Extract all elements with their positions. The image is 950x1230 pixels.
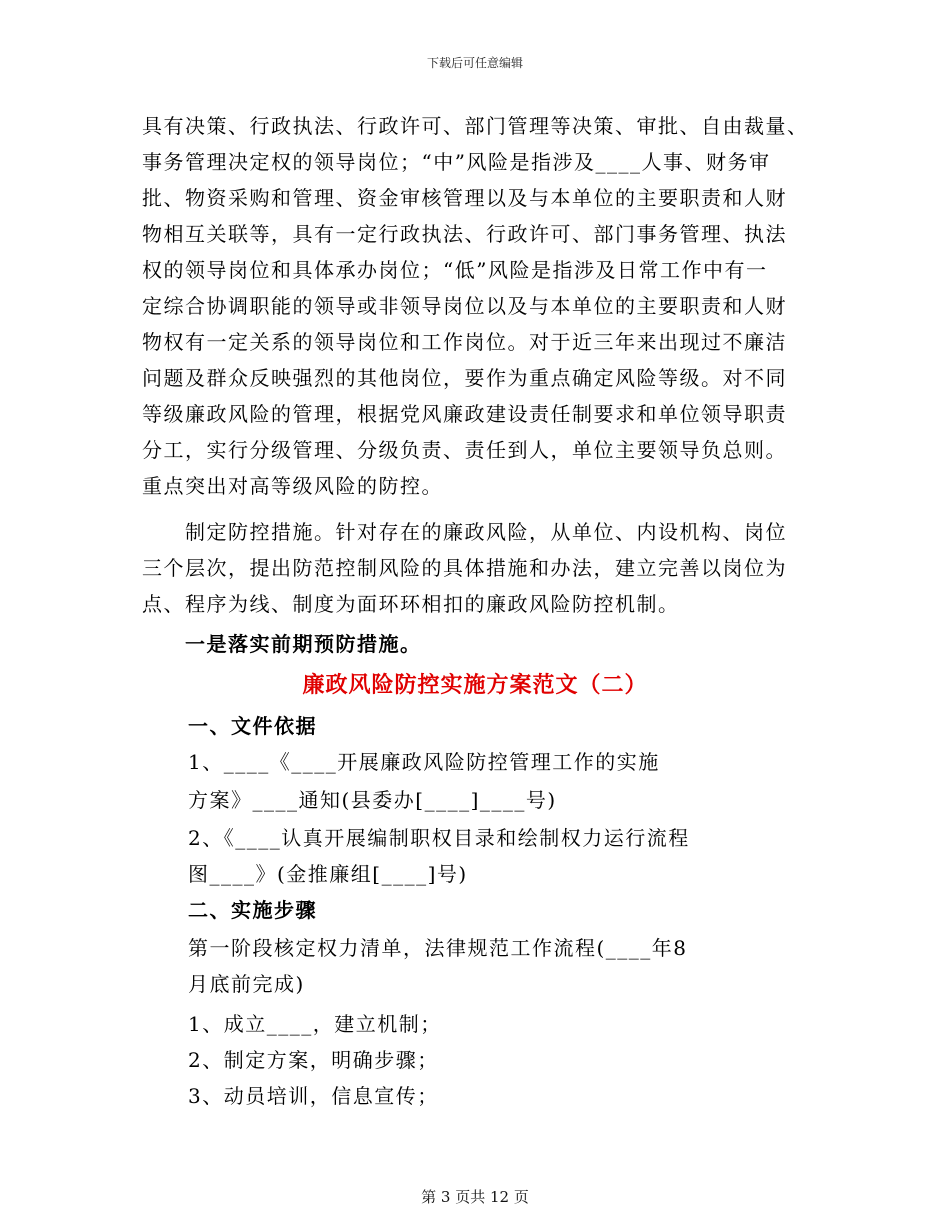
body-line: 等级廉政风险的管理，根据党风廉政建设责任制要求和单位领导职责 bbox=[142, 402, 787, 426]
body-line: 三个层次，提出防范控制风险的具体措施和办法，建立完善以岗位为 bbox=[142, 556, 787, 580]
body-line: 重点突出对高等级风险的防控。 bbox=[142, 474, 443, 498]
list-item: 方案》____通知(县委办[____]____号) bbox=[188, 788, 557, 812]
body-line: 具有决策、行政执法、行政许可、部门管理等决策、审批、自由裁量、 bbox=[142, 114, 809, 138]
body-line: 制定防控措施。针对存在的廉政风险，从单位、内设机构、岗位 bbox=[142, 520, 787, 544]
body-line: 事务管理决定权的领导岗位；“中”风险是指涉及____人事、财务审 bbox=[142, 150, 771, 174]
list-item: 2、制定方案，明确步骤； bbox=[188, 1048, 439, 1072]
page-header: 下载后可任意编辑 bbox=[426, 56, 523, 70]
list-item: 3、动员培训，信息宣传； bbox=[188, 1084, 439, 1108]
list-item: 2、《____认真开展编制职权目录和绘制权力运行流程 bbox=[188, 826, 690, 850]
body-line: 分工，实行分级管理、分级负责、责任到人，单位主要领导负总则。 bbox=[142, 438, 787, 462]
body-line-emphasis: 一是落实前期预防措施。 bbox=[142, 632, 422, 656]
section-title: 廉政风险防控实施方案范文（二） bbox=[302, 672, 648, 698]
list-item: 第一阶段核定权力清单，法律规范工作流程(____年8 bbox=[188, 936, 688, 960]
body-line: 物权有一定关系的领导岗位和工作岗位。对于近三年来出现过不廉洁 bbox=[142, 330, 787, 354]
heading-implementation-steps: 二、实施步骤 bbox=[188, 898, 317, 922]
body-line: 批、物资采购和管理、资金审核管理以及与本单位的主要职责和人财 bbox=[142, 186, 787, 210]
list-item: 1、成立____，建立机制； bbox=[188, 1012, 442, 1036]
list-item: 月底前完成) bbox=[188, 972, 305, 996]
list-item: 图____》(金推廉组[____]号) bbox=[188, 862, 468, 886]
list-item: 1、____《____开展廉政风险防控管理工作的实施 bbox=[188, 750, 660, 774]
heading-file-basis: 一、文件依据 bbox=[188, 714, 317, 738]
page-footer: 第 3 页共 12 页 bbox=[421, 1188, 529, 1206]
body-line: 定综合协调职能的领导或非领导岗位以及与本单位的主要职责和人财 bbox=[142, 294, 787, 318]
body-line: 问题及群众反映强烈的其他岗位，要作为重点确定风险等级。对不同 bbox=[142, 366, 787, 390]
body-line: 权的领导岗位和具体承办岗位；“低”风险是指涉及日常工作中有一 bbox=[142, 258, 768, 282]
body-line: 点、程序为线、制度为面环环相扣的廉政风险防控机制。 bbox=[142, 592, 680, 616]
body-line: 物相互关联等，具有一定行政执法、行政许可、部门事务管理、执法 bbox=[142, 222, 787, 246]
